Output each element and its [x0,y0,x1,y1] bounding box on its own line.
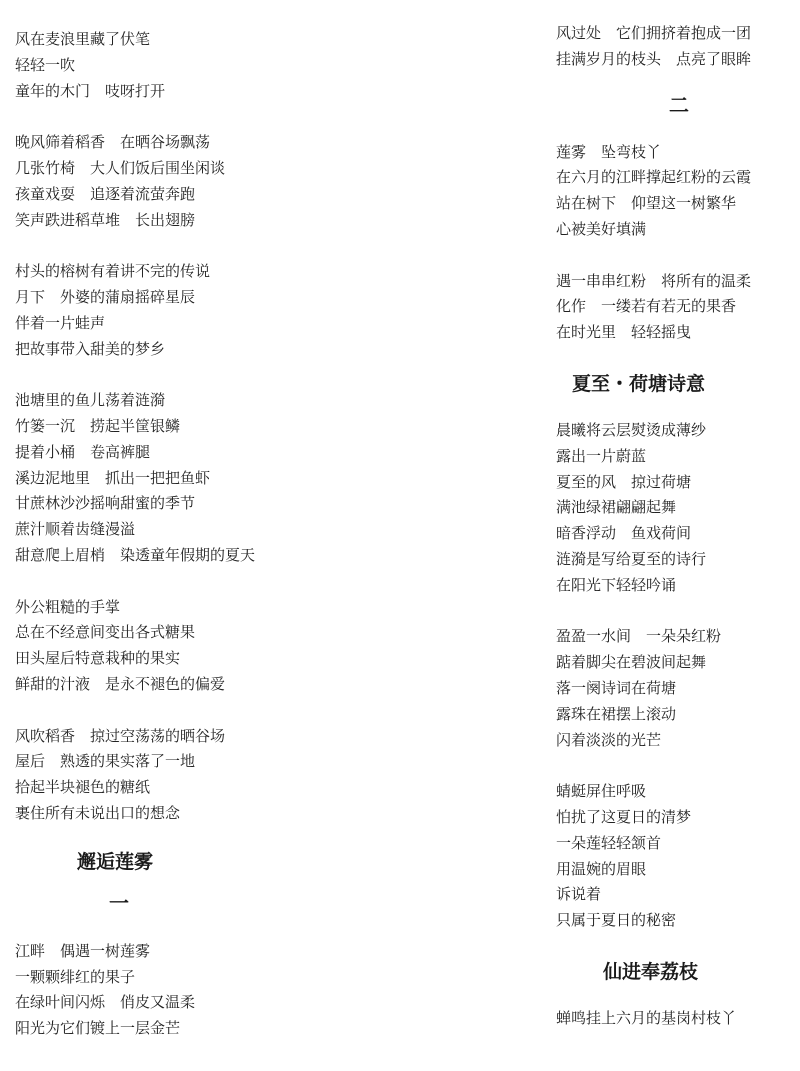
stanza [556,779,800,934]
poem-line: 外公粗糙的手掌 [15,597,121,616]
poem-line: 田头屋后特意栽种的果实 [15,649,181,668]
poem-line: 在绿叶间闪烁 俏皮又温柔 [15,993,196,1012]
poem-line: 夏至的风 掠过荷塘 [556,472,692,491]
poem-line: 露出一片蔚蓝 [556,446,647,465]
poem-line: 诉说着 [556,885,602,904]
poem-line: 伴着一片蛙声 [15,313,106,332]
poem-line: 在六月的江畔撑起红粉的云霞 [556,168,752,187]
section-title: 夏至・荷塘诗意 [572,372,706,395]
poem-line: 溪边泥地里 抓出一把把鱼虾 [15,468,211,487]
stanza [15,388,345,569]
poem-line: 莲雾 坠弯枝丫 [556,142,662,161]
poem-line: 踮着脚尖在碧波间起舞 [556,653,707,672]
poem-line: 孩童戏耍 追逐着流萤奔跑 [15,184,196,203]
poem-line: 甘蔗林沙沙摇响甜蜜的季节 [15,494,196,513]
poem-line: 屋后 熟透的果实落了一地 [15,752,196,771]
poem-line: 暗香浮动 鱼戏荷间 [556,524,692,543]
poem-line: 月下 外婆的蒲扇摇碎星辰 [15,287,196,306]
stanza [15,259,345,362]
poem-line: 站在树下 仰望这一树繁华 [556,194,737,213]
stanza [15,595,345,698]
poem-line: 落一阕诗词在荷塘 [556,678,677,697]
poem-line: 遇一串串红粉 将所有的温柔 [556,271,752,290]
poem-line: 挂满岁月的枝头 点亮了眼眸 [556,49,752,68]
stanza [556,1006,800,1032]
poem-line: 竹篓一沉 捞起半筐银鳞 [15,416,181,435]
poem-line: 甜意爬上眉梢 染透童年假期的夏天 [15,545,256,564]
left-column [15,27,345,1042]
section-title: 邂逅莲雾 [77,850,154,873]
poem-line: 怕扰了这夏日的清梦 [556,807,692,826]
poem-line: 晨曦将云层熨烫成薄纱 [556,420,707,439]
stanza [15,130,345,233]
poem-line: 用温婉的眉眼 [556,859,647,878]
poem-line: 江畔 偶遇一树莲雾 [15,941,151,960]
section-number: 一 [109,890,129,915]
poem-line: 在阳光下轻轻吟诵 [556,575,677,594]
stanza [15,724,345,827]
poem-line: 满池绿裙翩翩起舞 [556,498,677,517]
poem-line: 风过处 它们拥挤着抱成一团 [556,24,752,42]
poem-line: 蔗汁顺着齿缝漫溢 [15,520,136,539]
poem-line: 总在不经意间变出各式糖果 [15,623,196,642]
poem-line: 蜻蜓屏住呼吸 [556,782,647,801]
poem-line: 童年的木门 吱呀打开 [15,81,166,100]
stanza [556,418,800,599]
poem-line: 拾起半块褪色的糖纸 [15,778,151,797]
poem-line: 在时光里 轻轻摇曳 [556,323,692,342]
poem-line: 阳光为它们镀上一层金芒 [15,1019,181,1038]
poem-line: 几张竹椅 大人们饭后围坐闲谈 [15,158,226,177]
stanza [556,21,800,73]
section-number: 二 [669,92,689,117]
poem-line: 村头的榕树有着讲不完的传说 [15,262,211,281]
poem-line: 轻轻一吹 [15,55,76,74]
poem-line: 一颗颗绯红的果子 [15,967,136,986]
stanza [556,624,800,753]
poem-line: 池塘里的鱼儿荡着涟漪 [15,391,166,410]
poem-line: 晚风筛着稻香 在晒谷场飘荡 [15,133,211,152]
poem-line: 露珠在裙摆上滚动 [556,704,677,723]
poem-line: 提着小桶 卷高裤腿 [15,442,151,461]
stanza [556,269,800,346]
poem-line: 只属于夏日的秘密 [556,911,677,930]
poem-line: 笑声跌进稻草堆 长出翅膀 [15,210,196,229]
stanza [15,939,345,1042]
poem-line: 一朵莲轻轻颔首 [556,833,662,852]
poem-line: 把故事带入甜美的梦乡 [15,339,166,358]
poem-line: 化作 一缕若有若无的果香 [556,297,737,316]
poem-line: 盈盈一水间 一朵朵红粉 [556,627,722,646]
poem-line: 涟漪是写给夏至的诗行 [556,549,707,568]
poem-line: 裹住所有未说出口的想念 [15,803,181,822]
right-column [556,21,800,1032]
stanza [15,27,345,104]
poem-line: 鲜甜的汁液 是永不褪色的偏爱 [15,674,226,693]
poem-line: 风在麦浪里藏了伏笔 [15,30,151,48]
stanza [556,140,800,243]
poem-line: 风吹稻香 掠过空荡荡的晒谷场 [15,726,226,745]
section-title: 仙进奉荔枝 [603,960,699,983]
poem-line: 闪着淡淡的光芒 [556,730,662,749]
poem-line: 心被美好填满 [556,219,647,238]
poem-line: 蝉鸣挂上六月的基岗村枝丫 [556,1008,737,1027]
